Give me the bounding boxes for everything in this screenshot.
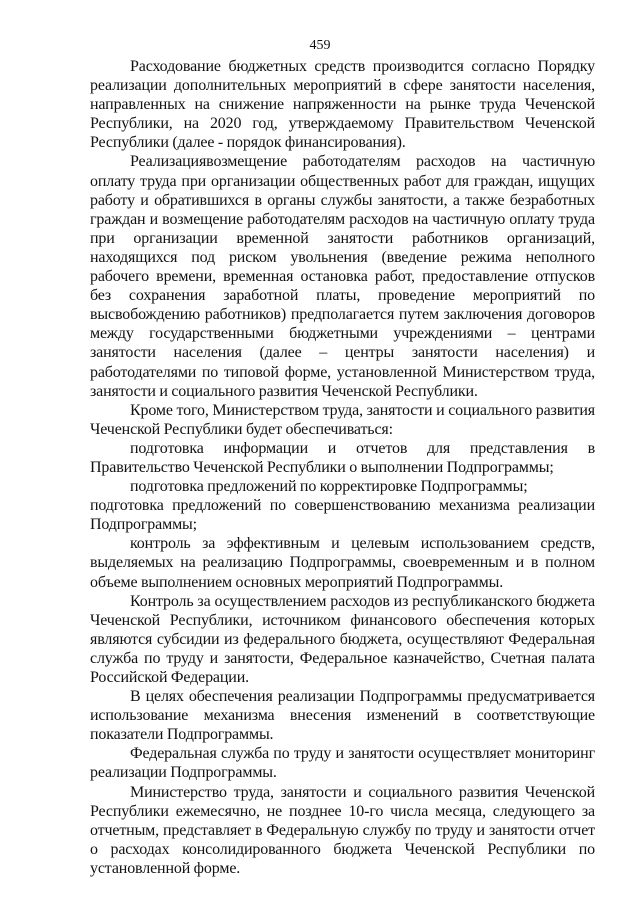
list-item-mechanism: подготовка предложений по совершенствованию механизма реализации Подпрограммы; bbox=[90, 497, 595, 534]
document-body bbox=[90, 57, 595, 878]
list-item-adjustments: подготовка предложений по корректировке Подпрограммы; bbox=[130, 478, 528, 496]
paragraph-ministry-duties: Кроме того, Министерством труда, занятости и социального развития Чеченской Республики будет обеспечиваться: bbox=[90, 401, 595, 438]
paragraph-expense-control: Контроль за осуществлением расходов из республиканского бюджета Чеченской Республики, источником финансового обеспечения которых являются субсидии из федерального бюджета, осуществляют Федеральная служба по труду и занятости, Федеральное казначейство, Счетная палата Российской Федерации. bbox=[90, 592, 595, 686]
paragraph-monthly-report: Министерство труда, занятости и социального развития Чеченской Республики ежемесячно, не позднее 10-го числа месяца, следующего за отчетным, представляет в Федеральную службу по труду и занятости отчет о расходах консолидированного бюджета Чеченской Республики по установленной форме. bbox=[90, 783, 595, 877]
paragraph-monitoring: Федеральная служба по труду и занятости осуществляет мониторинг реализации Подпрограммы. bbox=[90, 745, 595, 782]
list-item-control: контроль за эффективным и целевым использованием средств, выделяемых на реализацию Подпрограммы, своевременным и в полном объеме выполнением основных мероприятий Подпрограммы. bbox=[90, 535, 595, 591]
paragraph-budget-spending: Расходование бюджетных средств производится согласно Порядку реализации дополнительных мероприятий в сфере занятости населения, направленных на снижение напряженности на рынке труда Чеченской Республики, на 2020 год, утверждаемому Правительством Чеченской Республики (далее - порядок финансирования). bbox=[90, 58, 595, 152]
page-number: 459 bbox=[309, 38, 331, 53]
paragraph-changes-mechanism: В целях обеспечения реализации Подпрограммы предусматривается использование механизма внесения изменений в соответствующие показатели Подпрограммы. bbox=[90, 688, 595, 744]
paragraph-employer-compensation: Реализациявозмещение работодателям расходов на частичную оплату труда при организации общественных работ для граждан, ищущих работу и обратившихся в органы службы занятости, а также безработных граждан и возмещение работодателям расходов на частичную оплату труда при организации временной занятости работников организаций, находящихся под риском увольнения (введение режима неполного рабочего времени, временная остановка работ, предоставление отпусков без сохранения заработной платы, проведение мероприятий по высвобождению работников) предполагается путем заключения договоров между государственными бюджетными учреждениями – центрами занятости населения (далее – центры занятости населения) и работодателями по типовой форме, установленной Министерством труда, занятости и социального развития Чеченской Республики. bbox=[90, 153, 595, 400]
list-item-reports: подготовка информации и отчетов для представления в Правительство Чеченской Республики о выполнении Подпрограммы; bbox=[90, 439, 595, 476]
